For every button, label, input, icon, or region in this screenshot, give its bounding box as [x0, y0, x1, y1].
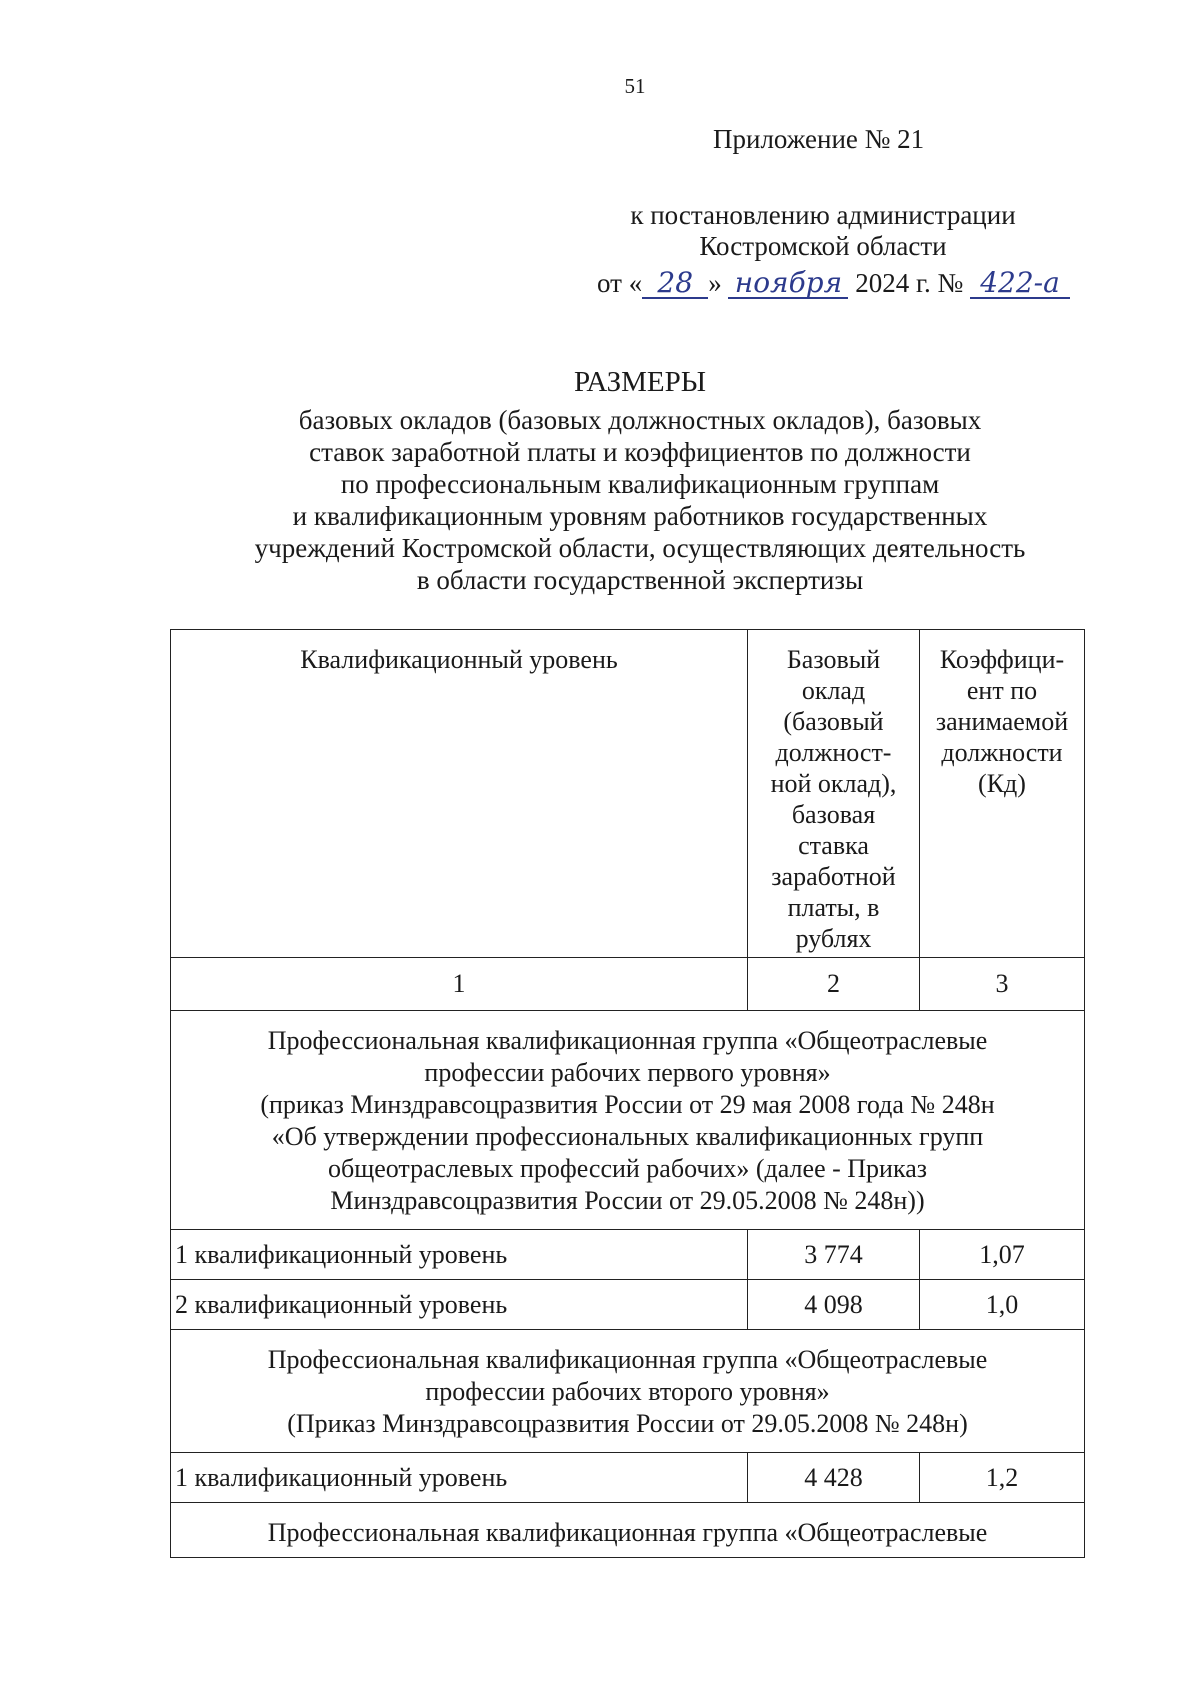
group-line: общеотраслевых профессий рабочих» (далее - Приказ [327, 1154, 927, 1183]
column-number: 3 [920, 958, 1085, 1011]
table-header-row [171, 630, 1085, 958]
column-number: 2 [748, 958, 920, 1011]
table-row [171, 1453, 1085, 1503]
table-row [171, 1280, 1085, 1330]
group-line: профессии рабочих первого уровня» [424, 1058, 831, 1087]
date-year: 2024 г. № [855, 268, 964, 298]
coefficient: 1,2 [920, 1453, 1085, 1503]
group-line: «Об утверждении профессиональных квалификационных групп [271, 1122, 984, 1151]
coefficient: 1,0 [920, 1280, 1085, 1330]
subtitle-line: по профессиональным квалификационным группам [340, 469, 940, 499]
page-number: 51 [624, 74, 646, 98]
header-qualification-level: Квалификационный уровень [171, 630, 748, 958]
decree-reference [593, 200, 1053, 262]
table-row [171, 1230, 1085, 1280]
document-title: РАЗМЕРЫ [573, 366, 707, 398]
base-salary: 4 428 [748, 1453, 920, 1503]
group-header-row [171, 1011, 1085, 1230]
header-coefficient [920, 630, 1085, 958]
group-header-row [171, 1503, 1085, 1558]
group-header-row [171, 1330, 1085, 1453]
header-coefficient-text: Коэффици-ент по занимаемой должности (Кд) [935, 645, 1069, 798]
group-line: Профессиональная квалификационная группа «Общеотраслевые [267, 1026, 988, 1055]
group-header [171, 1330, 1085, 1453]
handwritten-number: 422-а [970, 269, 1070, 299]
handwritten-day: 28 [642, 269, 708, 299]
subtitle-line: в области государственной экспертизы [416, 565, 864, 595]
subtitle-line: ставок заработной платы и коэффициентов по должности [309, 437, 971, 467]
subtitle-line: базовых окладов (базовых должностных окладов), базовых [298, 405, 982, 435]
date-prefix: от « [597, 268, 643, 298]
group-line: Профессиональная квалификационная группа «Общеотраслевые [267, 1518, 988, 1547]
group-line: профессии рабочих второго уровня» [425, 1377, 830, 1406]
column-number: 1 [171, 958, 748, 1011]
group-header [171, 1503, 1085, 1558]
subtitle-line: и квалификационным уровням работников государственных [292, 501, 988, 531]
decree-line-1: к постановлению администрации [630, 200, 1016, 230]
level-name: 2 квалификационный уровень [171, 1280, 748, 1330]
level-name: 1 квалификационный уровень [171, 1453, 748, 1503]
decree-date [597, 268, 1070, 299]
column-number-row [171, 958, 1085, 1011]
base-salary: 3 774 [748, 1230, 920, 1280]
group-line: Профессиональная квалификационная группа «Общеотраслевые [267, 1345, 988, 1374]
date-mid: » [708, 268, 722, 298]
group-line: Минздравсоцразвития России от 29.05.2008 № 248н)) [330, 1186, 925, 1215]
group-header [171, 1011, 1085, 1230]
decree-line-2: Костромской области [699, 231, 947, 261]
header-base-salary [748, 630, 920, 958]
handwritten-month: ноября [728, 269, 848, 299]
group-line: (Приказ Минздравсоцразвития России от 29.05.2008 № 248н) [287, 1409, 968, 1438]
annex-title: Приложение № 21 [713, 124, 925, 154]
subtitle-line: учреждений Костромской области, осуществляющих деятельность [254, 533, 1026, 563]
level-name: 1 квалификационный уровень [171, 1230, 748, 1280]
header-base-salary-text: Базовый оклад (базовый должност-ной оклад), базовая ставка заработной платы, в рублях [770, 645, 897, 953]
salary-table [170, 629, 1085, 1558]
base-salary: 4 098 [748, 1280, 920, 1330]
coefficient: 1,07 [920, 1230, 1085, 1280]
document-subtitle [160, 404, 1120, 596]
group-line: (приказ Минздравсоцразвития России от 29 мая 2008 года № 248н [260, 1090, 995, 1119]
